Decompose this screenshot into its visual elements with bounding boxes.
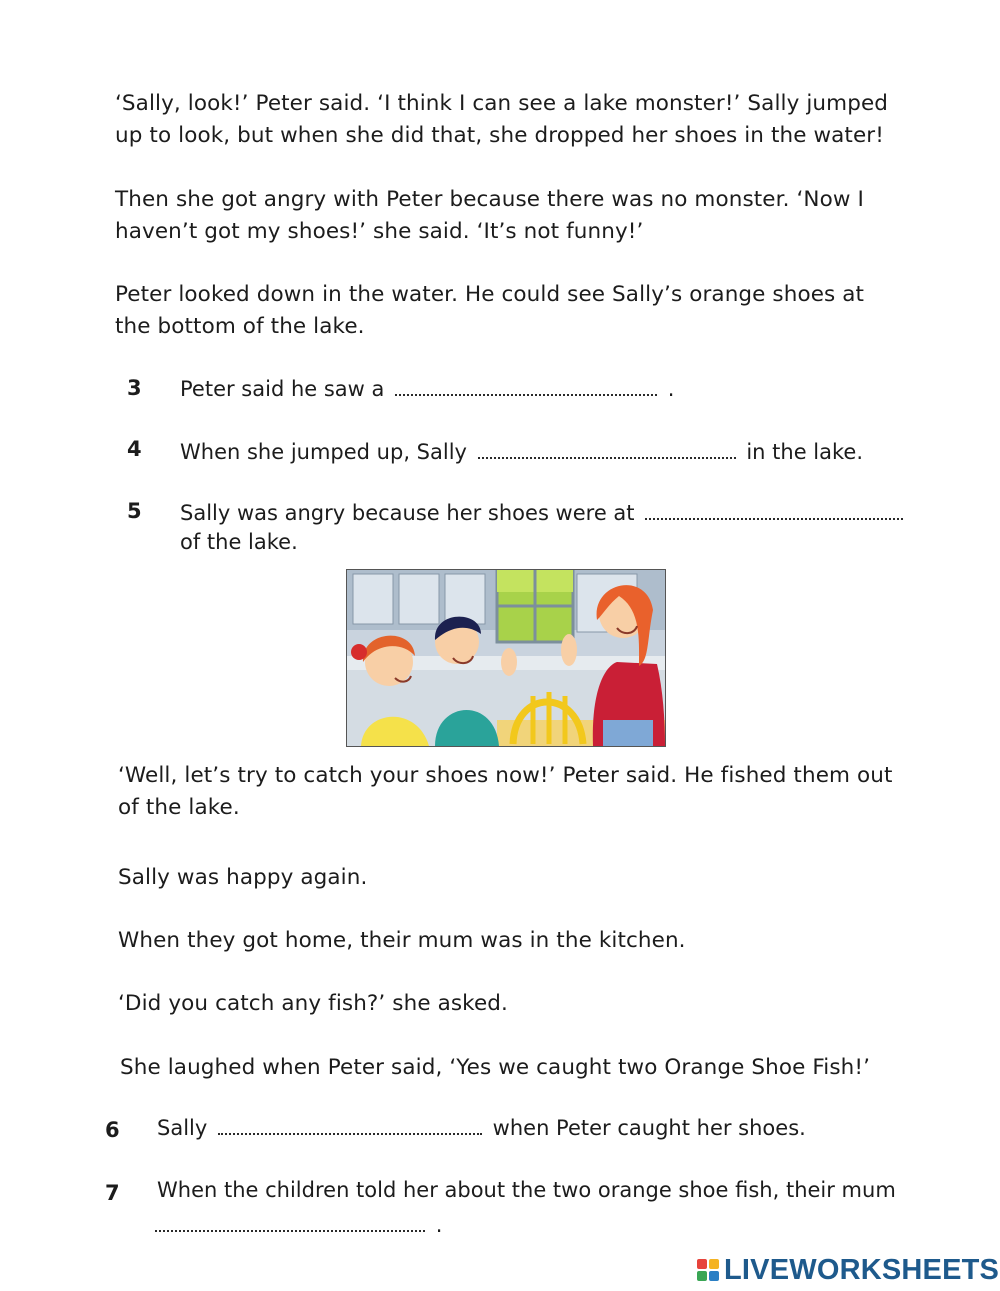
question-3	[180, 374, 674, 404]
question-4	[180, 437, 863, 467]
logo-text: LIVEWORKSHEETS	[724, 1253, 1000, 1286]
question-4-text: When she jumped up, Sally	[180, 440, 467, 464]
story-paragraph-6: When they got home, their mum was in the kitchen.	[118, 928, 686, 953]
story-paragraph-3: Peter looked down in the water. He could see Sally’s orange shoes at the bottom of the lake.	[115, 282, 865, 339]
story-paragraph-2: Then she got angry with Peter because there was no monster. ‘Now I haven’t got my shoes!’ she said. ‘It’s not funny!’	[115, 187, 864, 244]
answer-blank-7[interactable]	[155, 1212, 425, 1232]
question-6-text: Sally	[157, 1116, 208, 1140]
answer-blank-3[interactable]	[395, 376, 657, 396]
question-5-text: Sally was angry because her shoes were at	[180, 501, 635, 525]
question-7-text: When the children told her about the two orange shoe fish, their mum	[157, 1178, 896, 1202]
answer-blank-5[interactable]	[645, 500, 903, 520]
liveworksheets-logo	[697, 1254, 999, 1286]
kitchen-illustration	[346, 569, 666, 747]
question-5	[180, 498, 907, 528]
question-6	[157, 1113, 806, 1143]
question-4-number: 4	[127, 437, 142, 461]
question-7-number: 7	[105, 1181, 120, 1205]
question-5-end: of the lake.	[180, 530, 298, 554]
answer-blank-4[interactable]	[478, 439, 736, 459]
question-3-text: Peter said he saw a	[180, 377, 385, 401]
question-6-end: when Peter caught her shoes.	[492, 1116, 806, 1140]
logo-squares-icon	[697, 1259, 719, 1281]
story-paragraph-8: She laughed when Peter said, ‘Yes we caught two Orange Shoe Fish!’	[120, 1055, 871, 1080]
question-7-answer-line	[155, 1210, 442, 1240]
story-paragraph-1: ‘Sally, look!’ Peter said. ‘I think I can see a lake monster!’ Sally jumped up to look, but when she did that, she dropped her shoes in the water!	[115, 91, 889, 148]
kitchen-scene-illustration	[347, 570, 665, 746]
question-3-number: 3	[127, 376, 142, 400]
question-5-number: 5	[127, 499, 142, 523]
story-paragraph-7: ‘Did you catch any fish?’ she asked.	[118, 991, 508, 1016]
answer-blank-6[interactable]	[218, 1115, 482, 1135]
story-paragraph-5: Sally was happy again.	[118, 865, 368, 890]
question-7-end: .	[435, 1213, 443, 1237]
question-3-end: .	[667, 377, 675, 401]
question-6-number: 6	[105, 1118, 120, 1142]
story-paragraph-4: ‘Well, let’s try to catch your shoes now!’ Peter said. He fished them out of the lake.	[118, 763, 893, 820]
question-4-end: in the lake.	[746, 440, 864, 464]
